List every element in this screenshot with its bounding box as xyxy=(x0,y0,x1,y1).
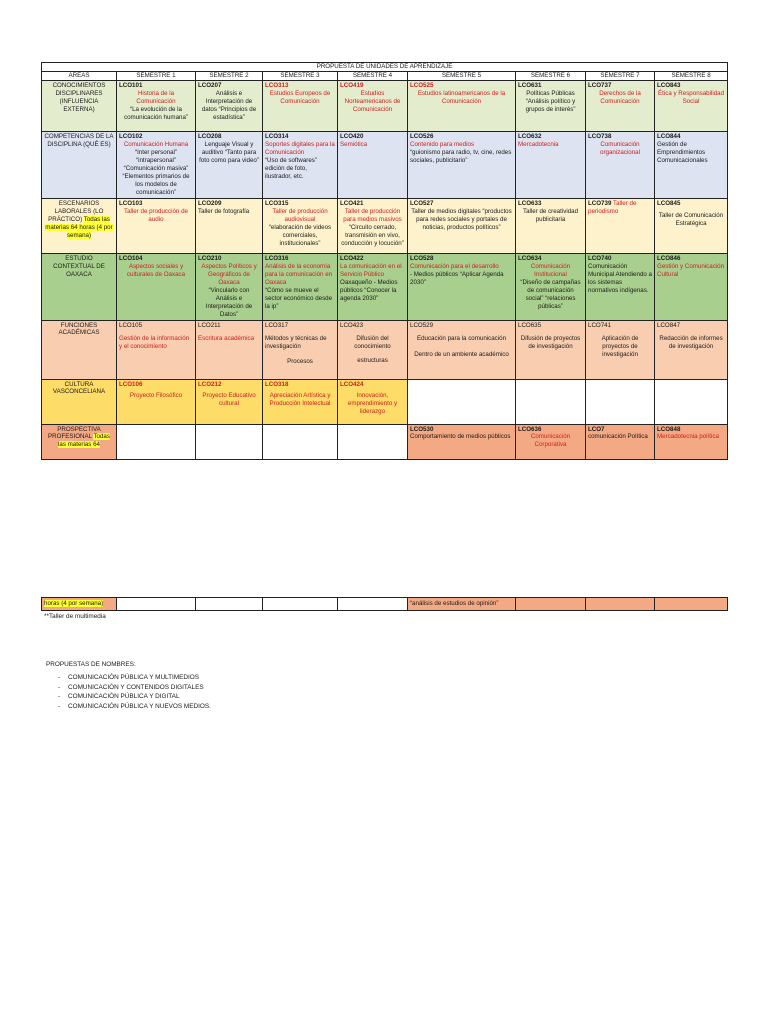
cell-lco530: LCO530 Comportamiento de medios públicos xyxy=(408,424,516,459)
cell-lco317: LCO317 Métodos y técnicas de investigación Procesos xyxy=(263,320,338,379)
cell-lco847: LCO847 Redacción de informes de investigación xyxy=(655,320,728,379)
curriculum-table xyxy=(41,62,728,460)
cell-lco210: LCO210 Aspectos Políticos y Geográficos de Oaxaca “Vincularlo con Análisis e Interpretación de Datos” xyxy=(196,254,263,321)
area-funciones-academicas: FUNCIONES ACADÉMICAS xyxy=(42,320,117,379)
cell-lco741: LCO741 Aplicación de proyectos de investigación xyxy=(586,320,655,379)
cell-lco7: LCO7 comunicación Política xyxy=(586,424,655,459)
cell-lco103: LCO103 Taller de producción de audio xyxy=(117,199,196,254)
continuation-sem5: “análisis de estudios de opinión” xyxy=(408,598,516,611)
cell-empty xyxy=(586,379,655,424)
footnote: **Taller de multimedia xyxy=(44,613,106,620)
row-prospectiva-profesional xyxy=(42,424,728,459)
cell-lco529: LCO529 Educación para la comunicación Dentro de un ambiente académico xyxy=(408,320,516,379)
cell-lco633: LCO633 Taller de creatividad publicitaria xyxy=(516,199,586,254)
area-escenarios-note: Todas las materias 64 horas (4 por semana) xyxy=(45,215,113,239)
header-semestre-2: SEMESTRE 2 xyxy=(196,72,263,81)
cell-lco106: LCO106 Proyecto Filosófico xyxy=(117,379,196,424)
cell-lco102: LCO102 Comunicación Humana “Inter personal” “intrapersonal” “Comunicación masiva” “Elementos primarios de los modelos de comunicación” xyxy=(117,132,196,199)
cell-empty xyxy=(117,598,196,611)
row-funciones-academicas xyxy=(42,320,728,379)
proposal-item: - COMUNICACIÓN PÚBLICA Y MULTIMEDIOS xyxy=(58,673,211,683)
cell-lco528: LCO528 Comunicación para el desarrollo - Medios públicos “Aplicar Agenda 2030” xyxy=(408,254,516,321)
proposal-item: - COMUNICACIÓN PÚBLICA Y NUEVOS MEDIOS. xyxy=(58,702,211,712)
cell-lco848: LCO848 Mercadotecnia política xyxy=(655,424,728,459)
cell-lco525: LCO525 Estudios latinoamericanos de la Comunicación xyxy=(408,81,516,132)
area-prospectiva-profesional: PROSPECTIVA PROFESIONAL Todas las materias 64 xyxy=(42,424,117,459)
cell-lco316: LCO316 Análisis de la economía para la comunicación en Oaxaca “Cómo se mueve el sector económico desde la ip” xyxy=(263,254,338,321)
cell-empty xyxy=(196,424,263,459)
cell-lco635: LCO635 Difusión de proyectos de investigación xyxy=(516,320,586,379)
proposal-item: - COMUNICACIÓN PÚBLICA Y DIGITAL xyxy=(58,692,211,702)
cell-lco419: LCO419 Estudios Norteamericanos de Comunicación xyxy=(338,81,408,132)
header-areas: AREAS xyxy=(42,72,117,81)
cell-empty xyxy=(338,424,408,459)
cell-lco420: LCO420 Semiótica xyxy=(338,132,408,199)
cell-lco636: LCO636 Comunicación Corporativa xyxy=(516,424,586,459)
cell-lco844: LCO844 Gestión de Emprendimientos Comunicacionales xyxy=(655,132,728,199)
cell-empty xyxy=(263,424,338,459)
cell-lco845: LCO845 Taller de Comunicación Estratégica xyxy=(655,199,728,254)
cell-lco105: LCO105 Gestión de la información y el conocimiento xyxy=(117,320,196,379)
cell-empty xyxy=(117,424,196,459)
cell-lco526: LCO526 Contenido para medios “guionismo para radio, tv, cine, redes sociales, publicitario” xyxy=(408,132,516,199)
cell-empty xyxy=(516,379,586,424)
row-cultura-vasconceliana xyxy=(42,379,728,424)
cell-lco313: LCO313 Estudios Europeos de Comunicación xyxy=(263,81,338,132)
cell-empty xyxy=(655,379,728,424)
cell-lco738: LCO738 Comunicación organizacional xyxy=(586,132,655,199)
row-escenarios xyxy=(42,199,728,254)
area-prospectiva-note: Todas las materias 64 xyxy=(58,433,110,449)
cell-lco424: LCO424 Innovación, emprendimiento y liderazgo xyxy=(338,379,408,424)
cell-lco632: LCO632 Mercadotecnia xyxy=(516,132,586,199)
header-semestre-3: SEMESTRE 3 xyxy=(263,72,338,81)
cell-lco740: LCO740 Comunicación Municipal Atendiendo a los sistemas normativos indígenas. xyxy=(586,254,655,321)
proposals-title: PROPUESTAS DE NOMBRES: xyxy=(46,661,136,668)
area-conocimientos: CONOCIMIENTOS DISCIPLINARES (INFLUENCIA EXTERNA) xyxy=(42,81,117,132)
cell-lco527: LCO527 Taller de medios digitales “productos para redes sociales y portales de noticias, productos políticos” xyxy=(408,199,516,254)
continuation-row xyxy=(41,597,728,611)
cell-empty xyxy=(408,379,516,424)
cell-lco101: LCO101 Historia de la Comunicación “La evolución de la comunicación humana” xyxy=(117,81,196,132)
cell-lco104: LCO104 Aspectos sociales y culturales de Oaxaca xyxy=(117,254,196,321)
continuation-area-note: horas (4 por semana) xyxy=(42,598,117,611)
header-semestre-1: SEMESTRE 1 xyxy=(117,72,196,81)
area-competencias: COMPETENCIAS DE LA DISCIPLINA (QUÉ ES) xyxy=(42,132,117,199)
cell-empty xyxy=(586,598,655,611)
cell-lco846: LCO846 Gestión y Comunicación Cultural xyxy=(655,254,728,321)
area-estudio-contextual: ESTUDIO CONTEXTUAL DE OAXACA xyxy=(42,254,117,321)
header-semestre-6: SEMESTRE 6 xyxy=(516,72,586,81)
cell-lco212: LCO212 Proyecto Educativo cultural xyxy=(196,379,263,424)
cell-lco843: LCO843 Ética y Responsabilidad Social xyxy=(655,81,728,132)
cell-lco422: LCO422 La comunicación en el Servicio Público Oaxaqueño - Medios públicos “Conocer la agenda 2030” xyxy=(338,254,408,321)
cell-lco739: LCO739 Taller de periodismo xyxy=(586,199,655,254)
header-semestre-4: SEMESTRE 4 xyxy=(338,72,408,81)
area-cultura-vasconceliana: CULTURA VASCONCELIANA xyxy=(42,379,117,424)
cell-lco314: LCO314 Soportes digitales para la Comunicación “Uso de softwares” edición de foto, ilustrador, etc. xyxy=(263,132,338,199)
cell-empty xyxy=(196,598,263,611)
row-competencias xyxy=(42,132,728,199)
header-semestre-8: SEMESTRE 8 xyxy=(655,72,728,81)
cell-lco423: LCO423 Difusión del conocimiento estructuras xyxy=(338,320,408,379)
cell-lco211: LCO211 Escritura académica xyxy=(196,320,263,379)
area-escenarios: ESCENARIOS LABORALES (LO PRÁCTICO) Todas las materias 64 horas (4 por semana) xyxy=(42,199,117,254)
cell-empty xyxy=(516,598,586,611)
row-conocimientos xyxy=(42,81,728,132)
cell-lco737: LCO737 Derechos de la Comunicación xyxy=(586,81,655,132)
cell-lco318: LCO318 Apreciación Artística y Producción Intelectual xyxy=(263,379,338,424)
cell-empty xyxy=(263,598,338,611)
row-estudio-contextual xyxy=(42,254,728,321)
cell-lco207: LCO207 Análisis e Interpretación de datos “Principios de estadística” xyxy=(196,81,263,132)
cell-lco208: LCO208 Lenguaje Visual y auditivo “Tanto para foto como para video” xyxy=(196,132,263,199)
header-semestre-7: SEMESTRE 7 xyxy=(586,72,655,81)
cell-empty xyxy=(655,598,728,611)
cell-lco315: LCO315 Taller de producción audiovisual “elaboración de videos comerciales, institucionales” xyxy=(263,199,338,254)
cell-lco209: LCO209 Taller de fotografía xyxy=(196,199,263,254)
header-semestre-5: SEMESTRE 5 xyxy=(408,72,516,81)
proposals-list xyxy=(58,673,211,711)
table-title: PROPUESTA DE UNIDADES DE APRENDIZAJE xyxy=(42,63,728,72)
proposal-item: - COMUNICACIÓN Y CONTENIDOS DIGITALES xyxy=(58,683,211,693)
cell-lco421: LCO421 Taller de producción para medios masivos “Circuito cerrado, transmisión en vivo, conducción y locución” xyxy=(338,199,408,254)
cell-lco634: LCO634 Comunicación Institucional “Diseño de campañas de comunicación social” “relaciones públicas” xyxy=(516,254,586,321)
cell-empty xyxy=(338,598,408,611)
cell-lco631: LCO631 Políticas Públicas “Análisis político y grupos de interés” xyxy=(516,81,586,132)
